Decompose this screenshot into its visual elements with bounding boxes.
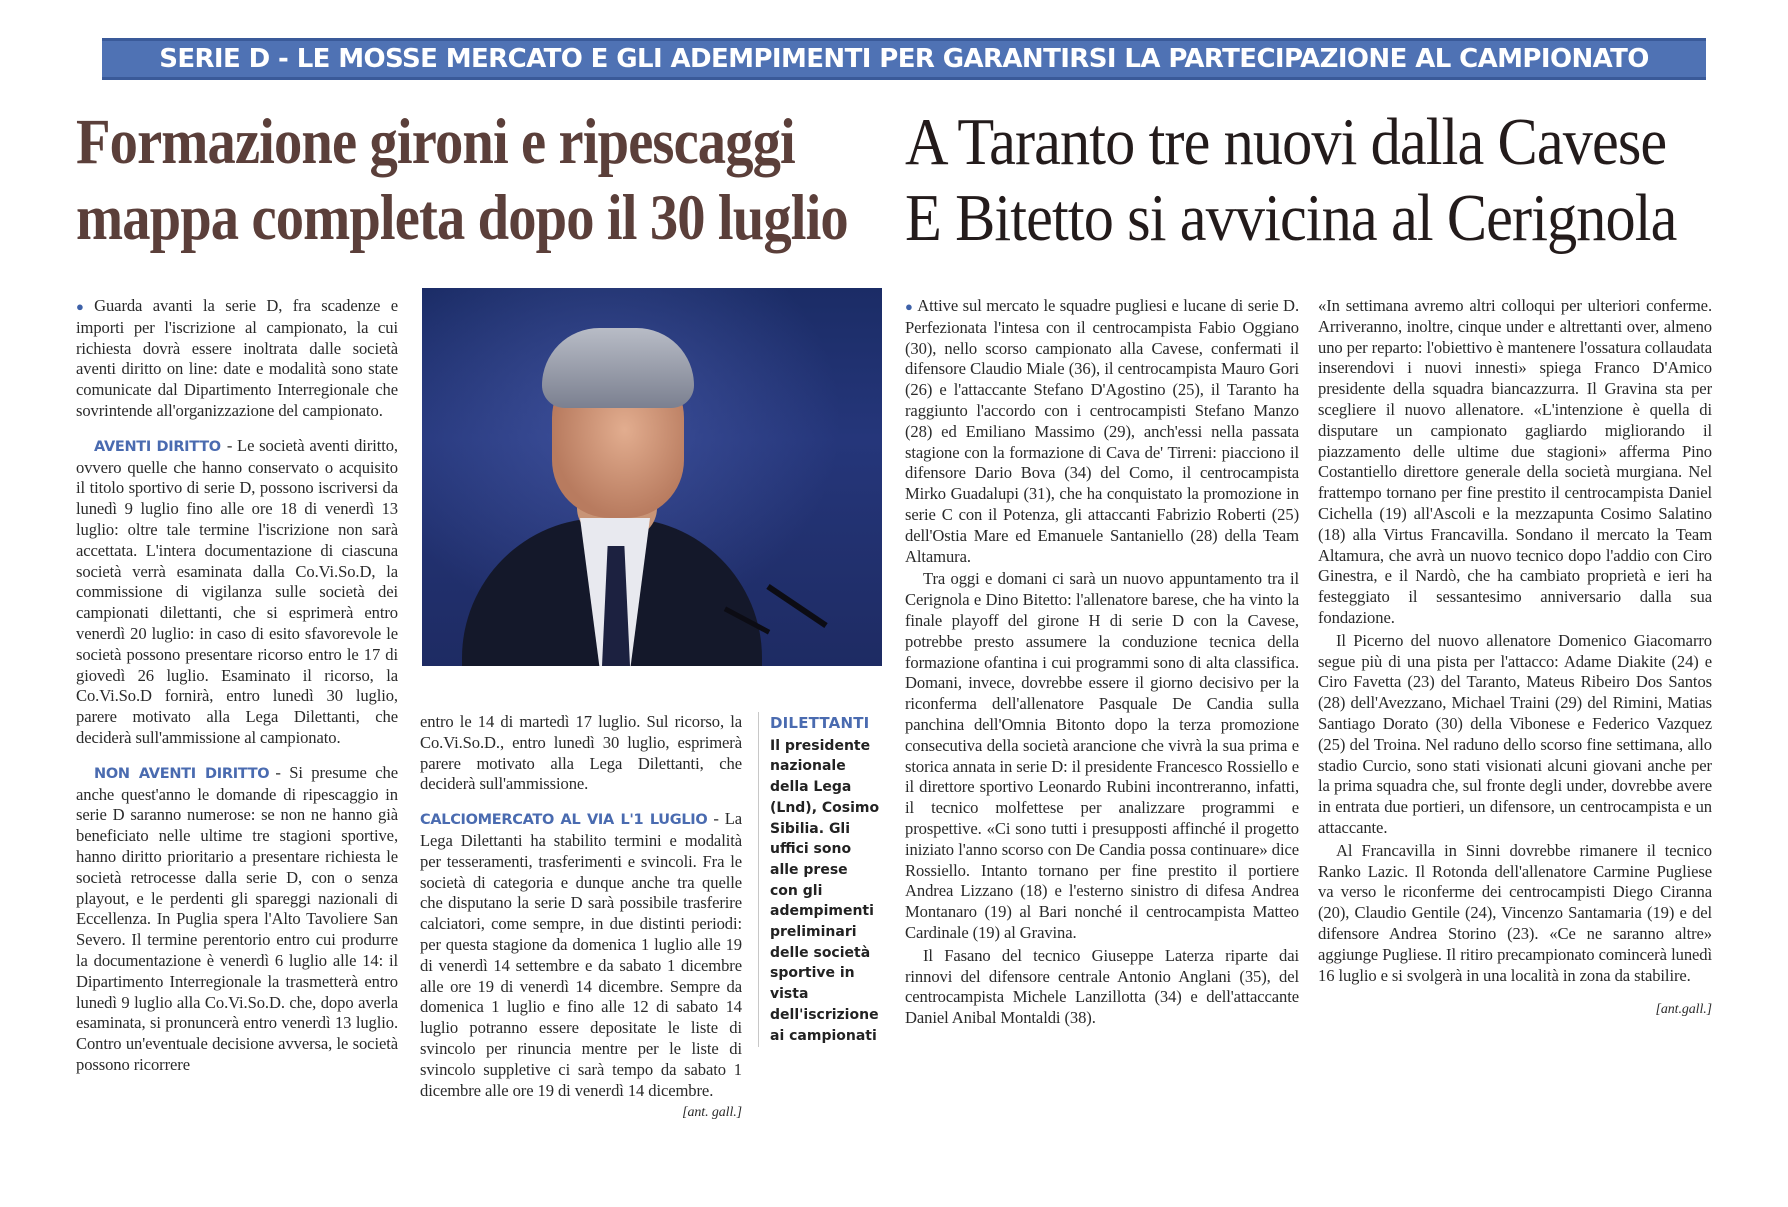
right-article-column-2	[1318, 296, 1712, 1021]
photo-caption-sidebar	[770, 713, 880, 1046]
left-headline-line-2: mappa completa dopo il 30 luglio	[76, 182, 848, 254]
right-paragraph: «In settimana avremo altri colloqui per ulteriori conferme. Arriveranno, inoltre, cinque under e altrettanti over, almeno uno per reparto: l'obiettivo è mantenere l'ossatura collaudata inserendovi i nuovi innesti» spiega Franco D'Amico presidente della squadra biancazzurra. Il Gravina sta per scegliere il nuovo allenatore. «L'intenzione è quella di disputare un campionato gagliardo migliorando il piazzamento delle ultime due stagioni» afferma Pino Costantiello direttore generale della società murgiana. Nel frattempo tornano per fine prestito il centrocampista Daniel Cichella (19) all'Ascoli e la mezzapunta Cosimo Salatino (18) alla Virtus Francavilla. Sondano il mercato la Team Altamura, che avrà un nuovo tecnico dopo l'addio con Ciro Ginestra, e il Nardò, che ha cambiato proprietà e ieri ha festeggiato il sessantesimo anniversario dalla sua fondazione.	[1318, 296, 1712, 627]
left-lead-paragraph	[76, 296, 398, 422]
continuation-paragraph: entro le 14 di martedì 17 luglio. Sul ricorso, la Co.Vi.So.D., entro lunedì 30 luglio, esprimerà parere motivato alla Lega Dilettanti, che deciderà sull'ammissione.	[420, 712, 742, 794]
section-aventi-diritto	[76, 436, 398, 749]
section-title-aventi-diritto: AVENTI DIRITTO	[94, 438, 221, 455]
sidebar-title: DILETTANTI	[770, 714, 870, 732]
left-byline: [ant. gall.]	[682, 1105, 742, 1121]
left-article-column-2	[420, 712, 742, 1124]
right-lead-paragraph	[905, 296, 1299, 567]
right-byline: [ant.gall.]	[1655, 1002, 1712, 1018]
right-article-column-1	[905, 296, 1299, 1031]
section-text-non-aventi-diritto: - Si presume che anche quest'anno le domande di ripescaggio in serie D saranno numerose: se non ne hanno già beneficiato nelle ultime tre stagioni sportive, hanno diritto prioritario a presentare richiesta le società retrocesse dalla serie D, con o senza playout, e le perdenti gli spareggi nazionali di Eccellenza. In Puglia spera l'Alto Tavoliere San Severo. Il termine perentorio entro cui produrre la documentazione è venerdì 6 luglio alle 14: il Dipartimento Interregionale la trasmetterà entro lunedì 9 luglio alla Co.Vi.So.D. che, dopo averla esaminata, si pronuncerà entro venerdì 13 luglio. Contro un'eventuale decisione avversa, le società possono ricorrere	[76, 762, 398, 1074]
bullet-icon: ●	[76, 299, 91, 314]
photo-cosimo-sibilia	[422, 288, 882, 666]
section-title-non-aventi-diritto: NON AVENTI DIRITTO	[94, 765, 270, 782]
sidebar-caption: Il presidente nazionale della Lega (Lnd), Cosimo Sibilia. Gli uffici sono alle prese con gli adempimenti preliminari delle società sportive in vista dell'iscrizione ai campionati	[770, 737, 880, 1044]
kicker-banner: SERIE D - LE MOSSE MERCATO E GLI ADEMPIMENTI PER GARANTIRSI LA PARTECIPAZIONE AL CAMPIONATO	[102, 38, 1706, 80]
right-headline-line-2: E Bitetto si avvicina al Cerignola	[905, 181, 1677, 255]
section-text-aventi-diritto: - Le società aventi diritto, ovvero quelle che hanno conservato o acquisito il titolo sportivo di serie D, possono iscriversi da lunedì 9 luglio fino alle ore 18 di venerdì 13 luglio: oltre tale termine l'iscrizione non sarà accettata. L'intera documentazione di ciascuna società verrà esaminata dalla Co.Vi.So.D, la commissione di vigilanza sulle società dei campionati dilettanti, che si esprimerà entro venerdì 20 luglio: in caso di esito sfavorevole le società possono presentare ricorso entro le 17 di giovedì 26 luglio. Esaminato il ricorso, la Co.Vi.So.D fornirà, entro lunedì 30 luglio, parere motivato alla Lega Dilettanti, che deciderà sull'ammissione al campionato.	[76, 435, 398, 747]
left-headline-line-1: Formazione gironi e ripescaggi	[76, 106, 795, 178]
right-paragraph: Tra oggi e domani ci sarà un nuovo appuntamento tra il Cerignola e Dino Bitetto: l'allenatore barese, che ha vinto la finale playoff del girone H di serie D con la Cavese, potrebbe presto assumere la conduzione tecnica della formazione ofantina i cui programmi sono di alta classifica. Domani, invece, dovrebbe essere il giorno decisivo per la riconferma dell'allenatore Pasquale De Candia sulla panchina dell'Omnia Bitonto dopo la terza promozione consecutiva della società arancione che vivrà la sua prima e storica annata in serie D: il presidente Francesco Rossiello e il direttore sportivo Leonardo Rubini incontreranno, infatti, il tecnico molfettese per analizzare programmi e prospettive. «Ci sono tutti i presupposti affinché il progetto iniziato l'anno scorso con De Candia possa continuare» dice Rossiello. Intanto tornano per fine prestito il portiere Andrea Lizzano (18) e l'esterno sinistro di difesa Andrea Montanaro (19) al Bari nonché il centrocampista Matteo Cardinale (19) al Gravina.	[905, 569, 1299, 942]
right-lead-text: Attive sul mercato le squadre pugliesi e lucane di serie D. Perfezionata l'intesa con il centrocampista Fabio Oggiano (30), nello scorso campionato alla Cavese, confermati il difensore Claudio Miale (36), il centrocampista Mauro Gori (26) e l'attaccante Stefano D'Agostino (25), il Taranto ha raggiunto l'accordo con i centrocampisti Stefano Manzo (28) ed Emiliano Massimo (29), anch'essi nella passata stagione con la formazione di Cava de' Tirreni: piacciono il difensore Dario Bova (34) del Como, il centrocampista Mirko Guadalupi (31), che ha conquistato la promozione in serie C con il Potenza, gli attaccanti Fabrizio Roberti (25) dell'Ostia Mare ed Emanuele Santaniello (28) della Team Altamura.	[905, 296, 1299, 566]
sidebar-divider	[758, 712, 759, 1047]
right-headline-line-1: A Taranto tre nuovi dalla Cavese	[905, 105, 1667, 179]
right-headline	[905, 104, 1677, 256]
section-text-calciomercato: - La Lega Dilettanti ha stabilito termini e modalità per tesseramenti, trasferimenti e svincoli. Fra le società di categoria e dunque anche tra quelle che disputano la serie D sarà possibile trasferire calciatori, come sempre, in due distinti periodi: per questa stagione da domenica 1 luglio alle 19 di venerdì 14 settembre e da sabato 1 dicembre alle ore 19 di venerdì 14 dicembre. Sempre da domenica 1 luglio e fino alle 12 di sabato 14 luglio potranno essere depositate le liste di svincolo per rinuncia mentre per le liste di svincolo suppletive ci sarà tempo da sabato 1 dicembre alle ore 19 di venerdì 14 dicembre.	[420, 809, 742, 1100]
section-title-calciomercato: CALCIOMERCATO AL VIA L'1 LUGLIO	[420, 812, 708, 829]
bullet-icon: ●	[905, 299, 914, 314]
left-article-column-1	[76, 296, 398, 1078]
section-calciomercato	[420, 809, 742, 1101]
right-paragraph: Al Francavilla in Sinni dovrebbe rimanere il tecnico Ranko Lazic. Il Rotonda dell'allenatore Carmine Pugliese va verso le riconferme dei centrocampisti Diego Ciranna (20), Claudio Gentile (24), Vincenzo Santamaria (19) e del difensore Andrea Storino (23). «Ce ne saranno altre» aggiunge Pugliese. Il ritiro precampionato comincerà lunedì 16 luglio e si svolgerà in una località in zona da stabilire.	[1318, 840, 1712, 985]
right-paragraph: Il Picerno del nuovo allenatore Domenico Giacomarro segue più di una pista per l'attacco: Adame Diakite (24) e Ciro Favetta (23) del Taranto, Mateus Ribeiro Dos Santos (28) dell'Avezzano, Michael Traini (29) del Rimini, Matias Santiago Dorato (30) della Vibonese e Federico Vazquez (25) del Troina. Nel raduno dello scorso fine settimana, allo stadio Curcio, sono stati visionati alcuni giovani anche per la prima squadra che, sul fronte degli under, dovrebbe avere in entrata due portieri, un difensore, un centrocampista e un attaccante.	[1318, 630, 1712, 837]
right-paragraph: Il Fasano del tecnico Giuseppe Laterza riparte dai rinnovi del difensore centrale Antonio Anglani (35), del centrocampista Michele Lanzillotta (34) e dell'attaccante Daniel Anibal Montaldi (38).	[905, 945, 1299, 1028]
left-lead-text: Guarda avanti la serie D, fra scadenze e importi per l'iscrizione al campionato, la cui richiesta dovrà essere inoltrata dalle società aventi diritto on line: date e modalità sono state comunicate dal Dipartimento Interregionale che sovrintende all'organizzazione del campionato.	[76, 296, 398, 420]
left-headline	[76, 104, 848, 256]
section-non-aventi-diritto	[76, 763, 398, 1076]
